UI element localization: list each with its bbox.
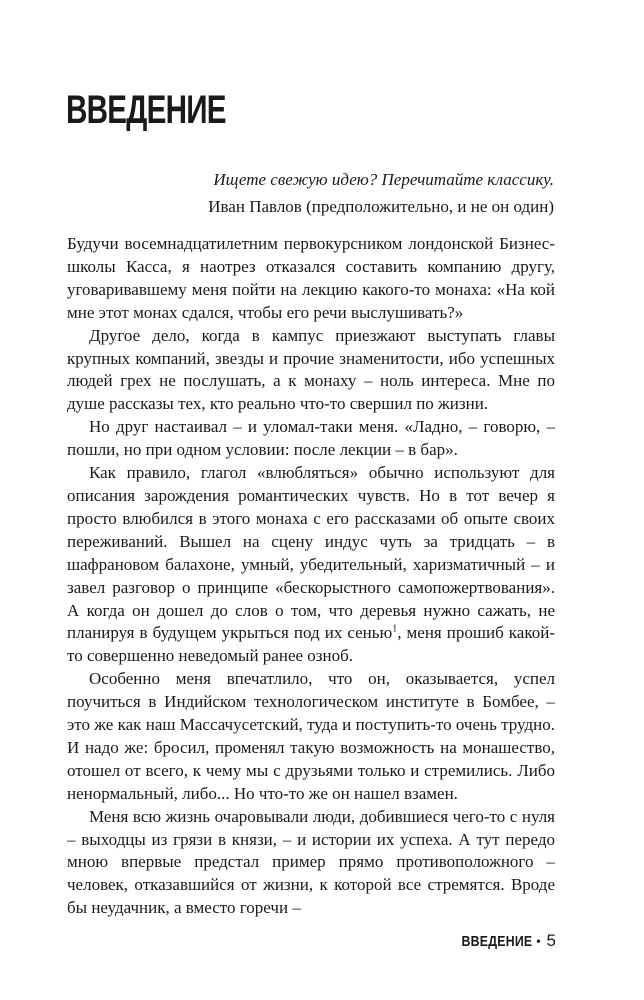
- footnote-marker[interactable]: 1: [392, 623, 398, 635]
- running-footer: [446, 931, 556, 951]
- footer-bullet: •: [536, 934, 541, 948]
- paragraph: Другое дело, когда в кампус приезжают выступать главы крупных компаний, звезды и прочие знаменитости, ибо успешных людей грех не послушать, а к монаху – ноль интереса. Мне по душе рассказы тех, кто реально что-то свершил по жизни.: [67, 325, 555, 414]
- paragraph-text: , меня прошиб какой-то совершенно неведомый ранее озноб.: [67, 623, 555, 666]
- footer-section-title: ВВЕДЕНИЕ: [461, 932, 533, 950]
- paragraph: [67, 462, 555, 668]
- paragraph: Но друг настаивал – и уломал-таки меня. «Ладно, – говорю, – пошли, но при одном условии: после лекции – в бар».: [67, 417, 555, 460]
- body-text: [67, 233, 555, 920]
- epigraph-quote: Ищете свежую идею? Перечитайте классику.: [213, 170, 554, 189]
- page-number: 5: [546, 931, 556, 950]
- chapter-title: ВВЕДЕНИЕ: [66, 88, 226, 132]
- epigraph: [208, 166, 554, 220]
- paragraph-text: Как правило, глагол «влюбляться» обычно используют для описания зарождения романтических чувств. Но в тот вечер я просто влюбился в этого монаха с его рассказами об опыте своих переживаний. Вышел на сцену индус чуть за тридцать – в шафрановом балахоне, умный, убедительный, харизматичный – и завел разговор о принципе «бескорыстного самопожертвования». А когда он дошел до слов о том, что деревья нужно сажать, не планируя в будущем укрыться под их сенью: [67, 463, 555, 643]
- paragraph: Будучи восемнадцатилетним первокурсником лондонской Бизнес-школы Касса, я наотрез отказался составить компанию другу, уговаривавшему меня пойти на лекцию какого-то монаха: «На кой мне этот монах сдался, чтобы его речи выслушивать?»: [67, 234, 555, 322]
- paragraph: Меня всю жизнь очаровывали люди, добившиеся чего-то с нуля – выходцы из грязи в князи, – и истории их успеха. А тут передо мною впервые предстал пример прямо противоположного – человек, отказавшийся от жизни, к которой все стремятся. Вроде бы неудачник, а вместо горечи –: [67, 806, 555, 918]
- epigraph-attribution: Иван Павлов (предположительно, и не он один): [208, 197, 554, 216]
- paragraph: Особенно меня впечатлило, что он, оказывается, успел поучиться в Индийском технологическом институте в Бомбее, – это же как наш Массачусетский, туда и поступить-то очень трудно. И надо же: бросил, променял такую возможность на монашество, отошел от всего, к чему мы с друзьями только и стремились. Либо ненормальный, либо... Но что-то же он нашел взамен.: [67, 669, 555, 803]
